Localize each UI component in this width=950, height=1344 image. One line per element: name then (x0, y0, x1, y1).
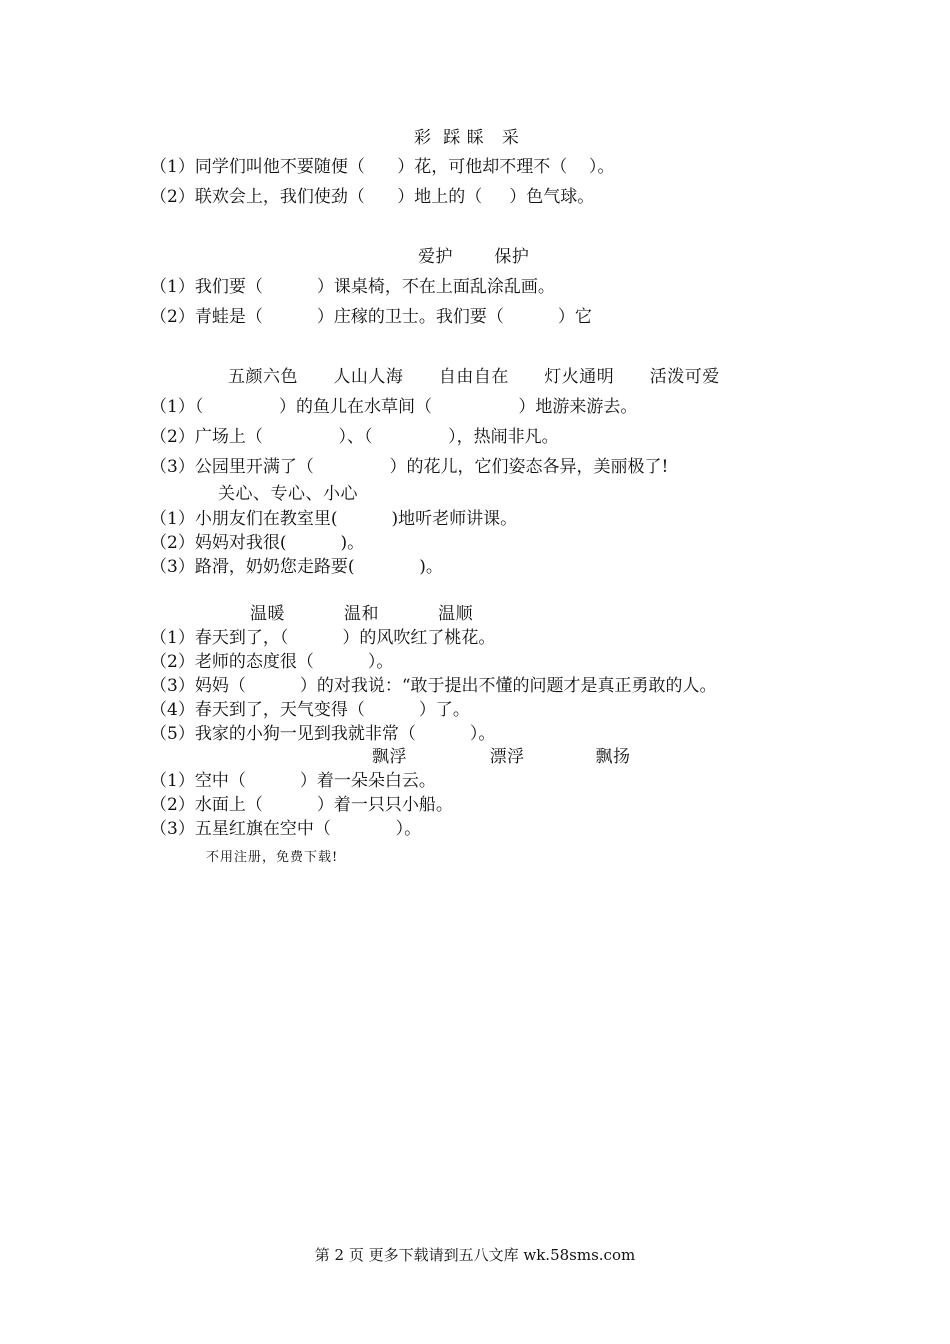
exercise-line: （1）（ ）的鱼儿在水草间（ ）地游来游去。 (150, 397, 638, 417)
word-bank-5: 温暖 温和 温顺 (250, 604, 474, 624)
exercise-line: （2）妈妈对我很( )。 (150, 533, 365, 553)
free-download-note: 不用注册，免费下载! (206, 850, 339, 865)
exercise-line: （1）同学们叫他不要随便（ ）花，可他却不理不（ ）。 (150, 157, 615, 177)
exercise-line: （2）广场上（ ）、（ ），热闹非凡。 (150, 427, 559, 447)
word-bank-3: 五颜六色 人山人海 自由自在 灯火通明 活泼可爱 (228, 367, 720, 387)
exercise-line: （1）我们要（ ）课桌椅，不在上面乱涂乱画。 (150, 277, 555, 297)
exercise-line: （2）水面上（ ）着一只只小船。 (150, 795, 453, 815)
exercise-line: （3）妈妈（ ）的对我说：“敢于提出不懂的问题才是真正勇敢的人。 (150, 676, 717, 696)
word-bank-4: 关心、专心、小心 (218, 484, 358, 504)
exercise-line: （3）路滑，奶奶您走路要( )。 (150, 557, 443, 577)
exercise-line: （3）五星红旗在空中（ ）。 (150, 819, 422, 839)
exercise-line: （1）春天到了，（ ）的风吹红了桃花。 (150, 628, 496, 648)
exercise-line: （1）空中（ ）着一朵朵白云。 (150, 771, 436, 791)
exercise-line: （2）老师的态度很（ ）。 (150, 652, 394, 672)
page-footer: 第 2 页 更多下载请到五八文库 wk.58sms.com (314, 1246, 636, 1264)
word-bank-1: 彩 踩 睬 采 (414, 128, 520, 148)
word-bank-2: 爱护 保护 (418, 247, 530, 267)
exercise-line: （2）联欢会上，我们使劲（ ）地上的（ ）色气球。 (150, 187, 595, 207)
exercise-line: （1）小朋友们在教室里( )地听老师讲课。 (150, 509, 518, 529)
word-bank-6: 飘浮 漂浮 飘扬 (372, 747, 631, 767)
exercise-line: （4）春天到了，天气变得（ ）了。 (150, 700, 470, 720)
exercise-line: （5）我家的小狗一见到我就非常（ ）。 (150, 724, 496, 744)
exercise-line: （3）公园里开满了（ ）的花儿，它们姿态各异，美丽极了! (150, 457, 669, 477)
exercise-line: （2）青蛙是（ ）庄稼的卫士。我们要（ ）它 (150, 307, 592, 327)
